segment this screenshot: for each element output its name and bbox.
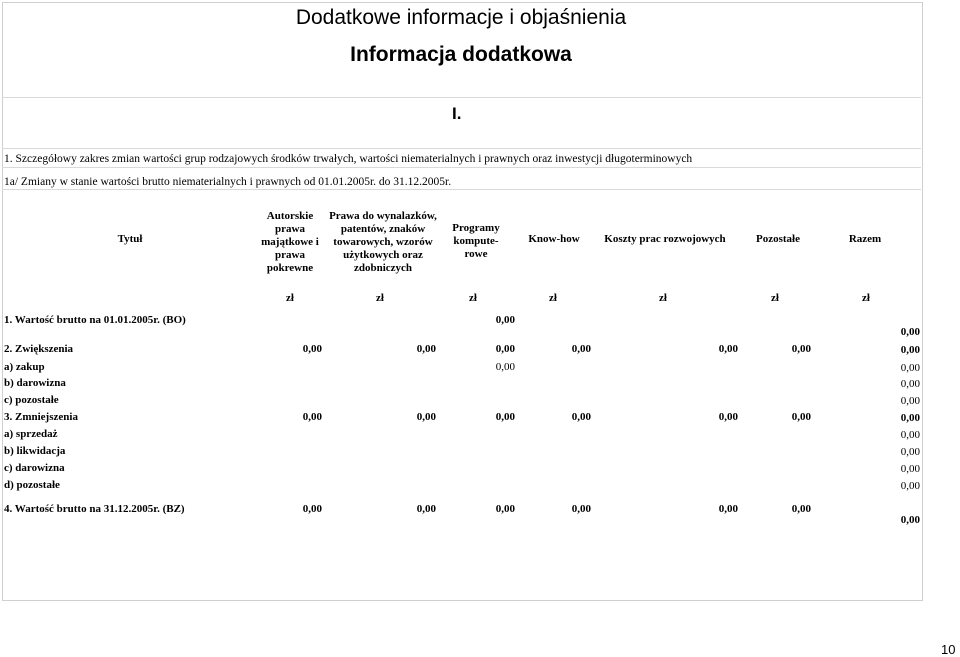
cell-value: 0,00 [900,326,920,338]
header-pozostale: Pozostałe [756,233,800,245]
cell-value: 0,00 [495,503,515,515]
cell-value: 0,00 [718,411,738,423]
cell-value: 0,00 [416,503,436,515]
unit-label: zł [286,292,294,304]
cell-value: 0,00 [791,503,811,515]
cell-value: 0,00 [302,343,322,355]
cell-value: 0,00 [718,503,738,515]
row-label: c) pozostałe [4,394,59,406]
cell-value: 0,00 [900,446,920,458]
page-number: 10 [941,642,956,657]
header-prawa: Prawa do wynalazków, patentów, znaków towarowych, wzorów użytkowych oraz zdobniczych [329,210,437,274]
unit-label: zł [659,292,667,304]
cell-value: 0,00 [571,503,591,515]
unit-label: zł [862,292,870,304]
row-label: 4. Wartość brutto na 31.12.2005r. (BZ) [4,503,185,515]
unit-label: zł [549,292,557,304]
cell-value: 0,00 [900,344,920,356]
cell-value: 0,00 [495,361,515,373]
row-label: a) zakup [4,361,45,373]
unit-label: zł [771,292,779,304]
divider [2,148,921,149]
cell-value: 0,00 [495,411,515,423]
cell-value: 0,00 [900,463,920,475]
cell-value: 0,00 [900,412,920,424]
cell-value: 0,00 [416,411,436,423]
cell-value: 0,00 [791,343,811,355]
cell-value: 0,00 [571,411,591,423]
row-label: d) pozostałe [4,479,60,491]
divider [2,189,921,190]
row-label: 2. Zwiększenia [4,343,74,355]
cell-value: 0,00 [900,514,920,526]
page-subtitle: Informacja dodatkowa [350,43,572,66]
header-razem: Razem [848,233,882,245]
cell-value: 0,00 [900,378,920,390]
unit-label: zł [469,292,477,304]
row-label: 3. Zmniejszenia [4,411,78,423]
cell-value: 0,00 [900,429,920,441]
cell-value: 0,00 [302,411,322,423]
row-label: b) darowizna [4,377,66,389]
header-koszty: Koszty prac rozwojowych [604,233,726,245]
row-label: 1. Wartość brutto na 01.01.2005r. (BO) [4,314,186,326]
divider [2,97,921,98]
cell-value: 0,00 [900,480,920,492]
row-label: b) likwidacja [4,445,66,457]
page-title: Dodatkowe informacje i objaśnienia [295,6,627,29]
header-know-how: Know-how [528,233,580,245]
header-tytul: Tytuł [117,233,143,245]
cell-value: 0,00 [416,343,436,355]
cell-value: 0,00 [495,343,515,355]
header-autorskie: Autorskie prawa majątkowe i prawa pokrewne [261,210,319,274]
table-heading: 1a/ Zmiany w stanie wartości brutto niematerialnych i prawnych od 01.01.2005r. do 31.12.2005r. [4,176,452,188]
cell-value: 0,00 [495,314,515,326]
cell-value: 0,00 [900,395,920,407]
row-label: c) darowizna [4,462,65,474]
cell-value: 0,00 [791,411,811,423]
cell-value: 0,00 [718,343,738,355]
cell-value: 0,00 [302,503,322,515]
section-number: I. [452,104,462,123]
header-programy: Programy kompute- rowe [452,222,500,260]
cell-value: 0,00 [571,343,591,355]
cell-value: 0,00 [900,362,920,374]
row-label: a) sprzedaż [4,428,58,440]
unit-label: zł [376,292,384,304]
section-heading: 1. Szczegółowy zakres zmian wartości grup rodzajowych środków trwałych, wartości niematerialnych i prawnych oraz inwestycji długoterminowych [4,153,693,165]
divider [2,167,921,168]
